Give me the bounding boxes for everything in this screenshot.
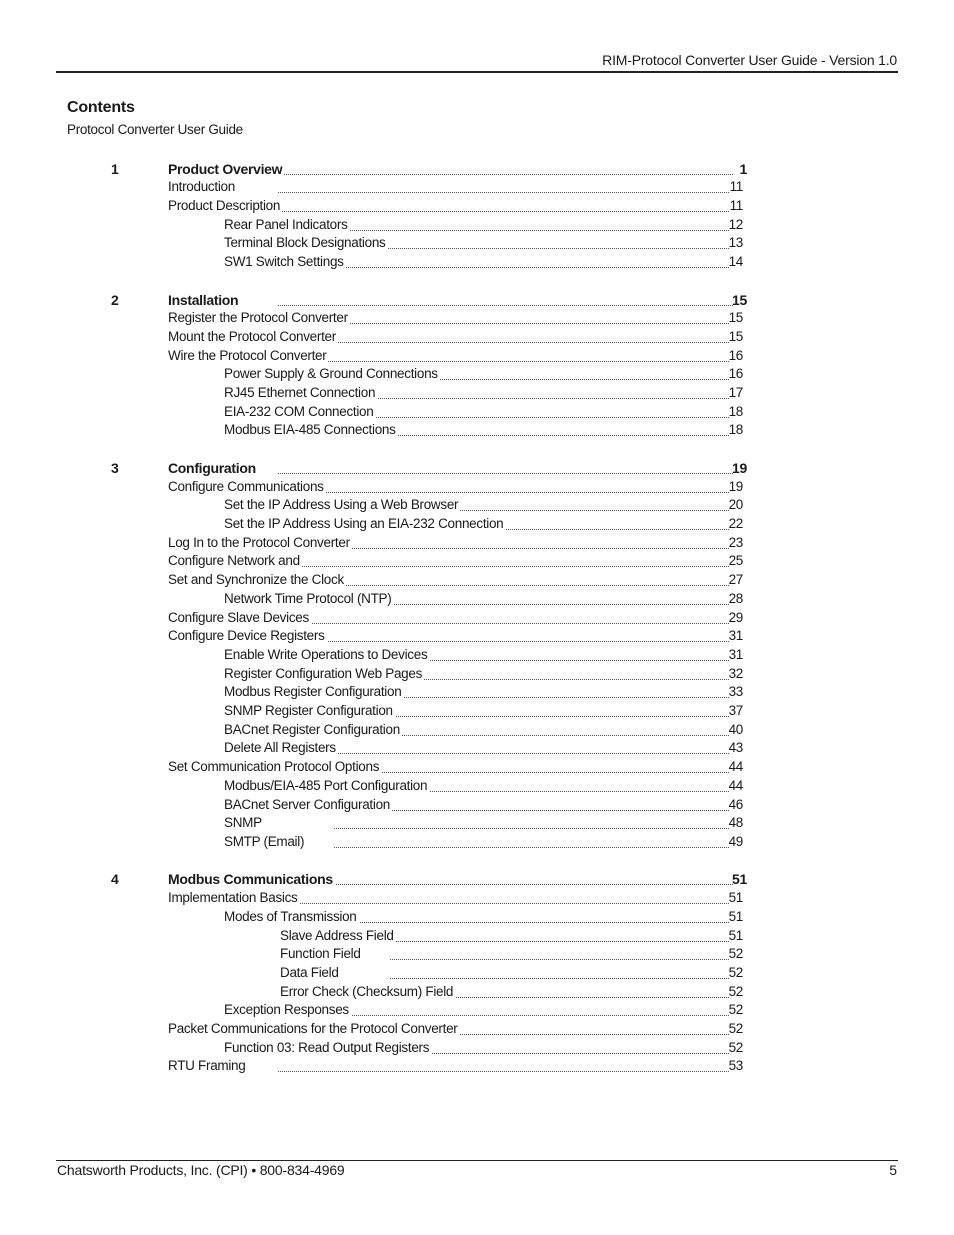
- toc-entry-label: Network Time Protocol (NTP): [224, 591, 392, 606]
- toc-dot-leader: [278, 473, 733, 474]
- toc-entry-row: [0, 590, 954, 608]
- toc-entry-row: [0, 983, 954, 1001]
- toc-chapter-row: [0, 870, 954, 888]
- toc-dot-leader: [390, 978, 729, 979]
- toc-entry-row: [0, 1039, 954, 1057]
- toc-entry-row: [0, 721, 954, 739]
- toc-entry-label: Wire the Protocol Converter: [168, 348, 327, 363]
- toc-entry-label: Log In to the Protocol Converter: [168, 535, 350, 550]
- toc-entry-label: Modbus EIA-485 Connections: [224, 422, 396, 437]
- toc-chapter-number: 4: [111, 871, 119, 887]
- toc-dot-leader: [334, 847, 729, 848]
- toc-entry-row: [0, 889, 954, 907]
- toc-chapter-row: [0, 291, 954, 309]
- toc-dot-leader: [334, 267, 729, 268]
- toc-page-number: 11: [729, 198, 743, 213]
- toc-page-number: 49: [728, 834, 743, 849]
- toc-entry-label: Installation: [168, 292, 239, 308]
- toc-page-number: 43: [728, 740, 743, 755]
- toc-entry-row: [0, 496, 954, 514]
- toc-entry-label: Set the IP Address Using a Web Browser: [224, 497, 459, 512]
- toc-page-number: 52: [728, 984, 743, 999]
- toc-dot-leader: [278, 192, 729, 193]
- toc-entry-row: [0, 796, 954, 814]
- toc-chapter-number: 3: [111, 460, 119, 476]
- footer-rule: [56, 1160, 898, 1161]
- toc-page-number: 51: [728, 928, 743, 943]
- toc-entry-row: [0, 197, 954, 215]
- toc-entry-row: [0, 384, 954, 402]
- toc-entry-label: Exception Responses: [224, 1002, 349, 1017]
- toc-entry-label: SNMP Register Configuration: [224, 703, 393, 718]
- toc-page-number: 52: [728, 965, 743, 980]
- toc-dot-leader: [334, 417, 729, 418]
- toc-entry-label: Data Field: [280, 965, 339, 980]
- toc-entry-row: [0, 347, 954, 365]
- toc-dot-leader: [334, 828, 729, 829]
- toc-page-number: 17: [728, 385, 743, 400]
- toc-page-number: 51: [728, 909, 743, 924]
- toc-entry-row: [0, 478, 954, 496]
- toc-entry-label: Set the IP Address Using an EIA-232 Connection: [224, 516, 504, 531]
- toc-dot-leader: [334, 1015, 729, 1016]
- toc-page-number: 52: [728, 1021, 743, 1036]
- toc-dot-leader: [278, 566, 729, 567]
- toc-entry-row: [0, 309, 954, 327]
- toc-page-number: 1: [739, 161, 747, 177]
- toc-page-number: 31: [728, 628, 743, 643]
- toc-dot-leader: [334, 248, 729, 249]
- toc-page-number: 19: [728, 479, 743, 494]
- toc-page-number: 53: [728, 1058, 743, 1073]
- toc-page-number: 44: [728, 759, 743, 774]
- toc-entry-row: [0, 1057, 954, 1075]
- toc-entry-label: Mount the Protocol Converter: [168, 329, 336, 344]
- toc-entry-row: [0, 702, 954, 720]
- toc-entry-label: SMTP (Email): [224, 834, 305, 849]
- footer-company: Chatsworth Products, Inc. (CPI) • 800-834-4969: [57, 1162, 345, 1178]
- toc-entry-label: Delete All Registers: [224, 740, 336, 755]
- toc-entry-label: Configure Device Registers: [168, 628, 325, 643]
- toc-entry-label: Register Configuration Web Pages: [224, 666, 423, 681]
- toc-entry-label: Slave Address Field: [280, 928, 394, 943]
- toc-entry-label: Modbus Register Configuration: [224, 684, 402, 699]
- toc-page-number: 52: [728, 946, 743, 961]
- toc-entry-label: SNMP: [224, 815, 262, 830]
- toc-entry-row: [0, 814, 954, 832]
- toc-dot-leader: [278, 211, 729, 212]
- toc-page-number: 25: [728, 553, 743, 568]
- toc-entry-label: Implementation Basics: [168, 890, 298, 905]
- toc-entry-row: [0, 908, 954, 926]
- toc-page-number: 31: [728, 647, 743, 662]
- footer-page-number: 5: [889, 1162, 897, 1178]
- toc-dot-leader: [278, 342, 729, 343]
- toc-page-number: 23: [728, 535, 743, 550]
- toc-entry-row: [0, 927, 954, 945]
- toc-page-number: 37: [728, 703, 743, 718]
- toc-entry-row: [0, 739, 954, 757]
- toc-dot-leader: [390, 959, 729, 960]
- toc-page-number: 15: [728, 310, 743, 325]
- toc-page-number: 19: [732, 460, 747, 476]
- toc-entry-row: [0, 777, 954, 795]
- toc-chapter-row: [0, 459, 954, 477]
- toc-entry-row: [0, 534, 954, 552]
- toc-entry-label: Introduction: [168, 179, 235, 194]
- toc-entry-row: [0, 758, 954, 776]
- toc-entry-row: [0, 1001, 954, 1019]
- toc-dot-leader: [278, 492, 729, 493]
- toc-dot-leader: [334, 753, 729, 754]
- toc-chapter-number: 1: [111, 161, 119, 177]
- toc-entry-row: [0, 627, 954, 645]
- toc-entry-row: [0, 609, 954, 627]
- toc-entry-row: [0, 646, 954, 664]
- toc-page-number: 27: [728, 572, 743, 587]
- toc-entry-label: RJ45 Ethernet Connection: [224, 385, 376, 400]
- toc-entry-label: Packet Communications for the Protocol Converter: [168, 1021, 458, 1036]
- toc-entry-label: Configure Network and: [168, 553, 300, 568]
- toc-entry-label: Function Field: [280, 946, 361, 961]
- toc-entry-label: Register the Protocol Converter: [168, 310, 348, 325]
- toc-page-number: 52: [728, 1002, 743, 1017]
- toc-entry-row: [0, 328, 954, 346]
- toc-entry-row: [0, 665, 954, 683]
- toc-entry-row: [0, 945, 954, 963]
- toc-entry-row: [0, 833, 954, 851]
- toc-page-number: 16: [728, 366, 743, 381]
- toc-entry-label: Rear Panel Indicators: [224, 217, 348, 232]
- toc-entry-label: BACnet Register Configuration: [224, 722, 400, 737]
- toc-entry-label: Set and Synchronize the Clock: [168, 572, 344, 587]
- toc-entry-label: Error Check (Checksum) Field: [280, 984, 454, 999]
- toc-dot-leader: [334, 810, 729, 811]
- toc-entry-label: Enable Write Operations to Devices: [224, 647, 428, 662]
- toc-dot-leader: [278, 623, 729, 624]
- toc-page-number: 32: [728, 666, 743, 681]
- toc-dot-leader: [334, 398, 729, 399]
- toc-page-number: 11: [729, 179, 743, 194]
- toc-entry-label: Product Description: [168, 198, 281, 213]
- toc-entry-row: [0, 178, 954, 196]
- toc-entry-label: Modbus/EIA-485 Port Configuration: [224, 778, 428, 793]
- toc-entry-label: EIA-232 COM Connection: [224, 404, 374, 419]
- toc-entry-label: Product Overview: [168, 161, 283, 177]
- toc-page-number: 18: [728, 422, 743, 437]
- toc-dot-leader: [278, 174, 733, 175]
- toc-entry-row: [0, 421, 954, 439]
- toc-page-number: 13: [728, 235, 743, 250]
- toc-page-number: 22: [728, 516, 743, 531]
- toc-entry-label: Modbus Communications: [168, 871, 333, 887]
- toc-entry-row: [0, 515, 954, 533]
- toc-chapter-row: [0, 160, 954, 178]
- toc-entry-label: SW1 Switch Settings: [224, 254, 344, 269]
- toc-entry-label: Configure Communications: [168, 479, 324, 494]
- toc-entry-row: [0, 552, 954, 570]
- toc-entry-label: Modes of Transmission: [224, 909, 357, 924]
- toc-page-number: 18: [728, 404, 743, 419]
- toc-page-number: 16: [728, 348, 743, 363]
- toc-entry-row: [0, 234, 954, 252]
- toc-dot-leader: [334, 922, 729, 923]
- toc-page-number: 12: [728, 217, 743, 232]
- contents-title: Contents: [67, 99, 135, 116]
- toc-page-number: 20: [728, 497, 743, 512]
- toc-page-number: 48: [728, 815, 743, 830]
- toc-dot-leader: [278, 641, 729, 642]
- toc-entry-label: Power Supply & Ground Connections: [224, 366, 438, 381]
- toc-dot-leader: [278, 361, 729, 362]
- toc-dot-leader: [278, 305, 733, 306]
- running-header: RIM-Protocol Converter User Guide - Version 1.0: [602, 52, 897, 68]
- toc-page-number: 28: [728, 591, 743, 606]
- toc-entry-row: [0, 683, 954, 701]
- toc-entry-row: [0, 365, 954, 383]
- toc-entry-row: [0, 216, 954, 234]
- toc-page-number: 29: [728, 610, 743, 625]
- toc-entry-label: RTU Framing: [168, 1058, 246, 1073]
- toc-dot-leader: [278, 1071, 729, 1072]
- toc-entry-row: [0, 964, 954, 982]
- contents-subtitle: Protocol Converter User Guide: [67, 122, 243, 137]
- toc-page-number: 14: [728, 254, 743, 269]
- toc-entry-row: [0, 1020, 954, 1038]
- toc-entry-row: [0, 253, 954, 271]
- toc-chapter-number: 2: [111, 292, 119, 308]
- toc-entry-row: [0, 571, 954, 589]
- toc-page-number: 15: [732, 292, 747, 308]
- toc-page-number: 51: [728, 890, 743, 905]
- toc-page-number: 15: [728, 329, 743, 344]
- toc-entry-label: Configuration: [168, 460, 256, 476]
- toc-page-number: 44: [728, 778, 743, 793]
- toc-page-number: 52: [728, 1040, 743, 1055]
- toc-entry-row: [0, 403, 954, 421]
- toc-dot-leader: [278, 903, 729, 904]
- toc-dot-leader: [334, 230, 729, 231]
- toc-entry-label: Set Communication Protocol Options: [168, 759, 380, 774]
- toc-entry-label: Terminal Block Designations: [224, 235, 386, 250]
- toc-entry-label: BACnet Server Configuration: [224, 797, 390, 812]
- toc-entry-label: Function 03: Read Output Registers: [224, 1040, 430, 1055]
- toc-dot-leader: [390, 941, 729, 942]
- toc-page-number: 46: [728, 797, 743, 812]
- toc-page-number: 51: [732, 871, 747, 887]
- toc-page-number: 33: [728, 684, 743, 699]
- toc-dot-leader: [278, 884, 733, 885]
- header-rule: [56, 71, 898, 73]
- toc-page-number: 40: [728, 722, 743, 737]
- toc-entry-label: Configure Slave Devices: [168, 610, 309, 625]
